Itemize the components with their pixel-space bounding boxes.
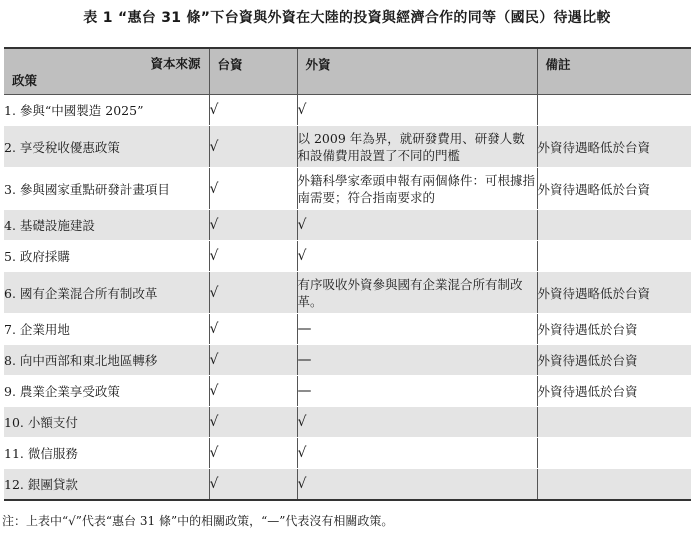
taiwan-cell: √ — [209, 438, 297, 469]
policy-cell: 11. 微信服務 — [4, 438, 209, 469]
taiwan-cell: √ — [209, 469, 297, 501]
foreign-cell: √ — [297, 469, 537, 501]
table-row — [4, 469, 691, 501]
note-cell: 外資待遇低於台資 — [537, 314, 691, 345]
note-cell: 外資待遇略低於台資 — [537, 168, 691, 210]
policy-cell: 5. 政府採購 — [4, 241, 209, 272]
policy-cell: 6. 國有企業混合所有制改革 — [4, 272, 209, 314]
header-taiwan-label: 台資 — [217, 56, 243, 72]
table-row — [4, 438, 691, 469]
table-row — [4, 345, 691, 376]
table-row — [4, 314, 691, 345]
note-cell — [537, 95, 691, 126]
table-row — [4, 210, 691, 241]
table-row — [4, 407, 691, 438]
taiwan-cell: √ — [209, 126, 297, 168]
foreign-cell: 外籍科學家牽頭申報有兩個條件：可根據指南需要；符合指南要求的 — [297, 168, 537, 210]
header-source-label: 資本來源 — [150, 56, 201, 71]
policy-cell: 4. 基礎設施建設 — [4, 210, 209, 241]
taiwan-cell: √ — [209, 314, 297, 345]
header-note-cell — [537, 48, 691, 95]
header-diagonal-cell — [4, 48, 209, 95]
note-cell — [537, 438, 691, 469]
foreign-cell: 以 2009 年為界，就研發費用、研發人數和設備費用設置了不同的門檻 — [297, 126, 537, 168]
policy-cell: 7. 企業用地 — [4, 314, 209, 345]
header-foreign-label: 外資 — [305, 56, 331, 72]
foreign-cell: — — [297, 314, 537, 345]
policy-cell: 10. 小額支付 — [4, 407, 209, 438]
policy-cell: 12. 銀團貸款 — [4, 469, 209, 501]
table-title: 表 1 “惠台 31 條”下台資與外資在大陸的投資與經濟合作的同等（國民）待遇比較 — [83, 10, 611, 26]
foreign-cell: √ — [297, 438, 537, 469]
foreign-cell: √ — [297, 407, 537, 438]
table-row — [4, 376, 691, 407]
foreign-cell: — — [297, 376, 537, 407]
policy-cell: 3. 參與國家重點研發計畫項目 — [4, 168, 209, 210]
header-policy-label: 政策 — [12, 73, 38, 88]
taiwan-cell: √ — [209, 168, 297, 210]
taiwan-cell: √ — [209, 210, 297, 241]
foreign-cell: √ — [297, 210, 537, 241]
taiwan-cell: √ — [209, 272, 297, 314]
policy-cell: 8. 向中西部和東北地區轉移 — [4, 345, 209, 376]
note-cell: 外資待遇低於台資 — [537, 376, 691, 407]
table-row — [4, 168, 691, 210]
note-cell — [537, 210, 691, 241]
note-cell: 外資待遇略低於台資 — [537, 126, 691, 168]
header-foreign-cell — [297, 48, 537, 95]
taiwan-cell: √ — [209, 407, 297, 438]
foreign-cell: 有序吸收外資參與國有企業混合所有制改革。 — [297, 272, 537, 314]
taiwan-cell: √ — [209, 376, 297, 407]
table-row — [4, 126, 691, 168]
taiwan-cell: √ — [209, 241, 297, 272]
policy-cell: 9. 農業企業享受政策 — [4, 376, 209, 407]
header-note-label: 備註 — [545, 56, 571, 72]
note-cell: 外資待遇略低於台資 — [537, 272, 691, 314]
taiwan-cell: √ — [209, 345, 297, 376]
table-header-row — [4, 48, 691, 95]
note-cell — [537, 469, 691, 501]
foreign-cell: — — [297, 345, 537, 376]
table-footnote: 注：上表中“√”代表“惠台 31 條”中的相關政策，“—”代表沒有相關政策。 — [2, 514, 394, 528]
note-cell — [537, 407, 691, 438]
foreign-cell: √ — [297, 241, 537, 272]
table-row — [4, 95, 691, 126]
note-cell: 外資待遇低於台資 — [537, 345, 691, 376]
note-cell — [537, 241, 691, 272]
policy-cell: 2. 享受稅收優惠政策 — [4, 126, 209, 168]
policy-cell: 1. 參與“中國製造 2025” — [4, 95, 209, 126]
comparison-table — [4, 47, 691, 501]
table-row — [4, 272, 691, 314]
taiwan-cell: √ — [209, 95, 297, 126]
foreign-cell: √ — [297, 95, 537, 126]
header-taiwan-cell — [209, 48, 297, 95]
table-row — [4, 241, 691, 272]
